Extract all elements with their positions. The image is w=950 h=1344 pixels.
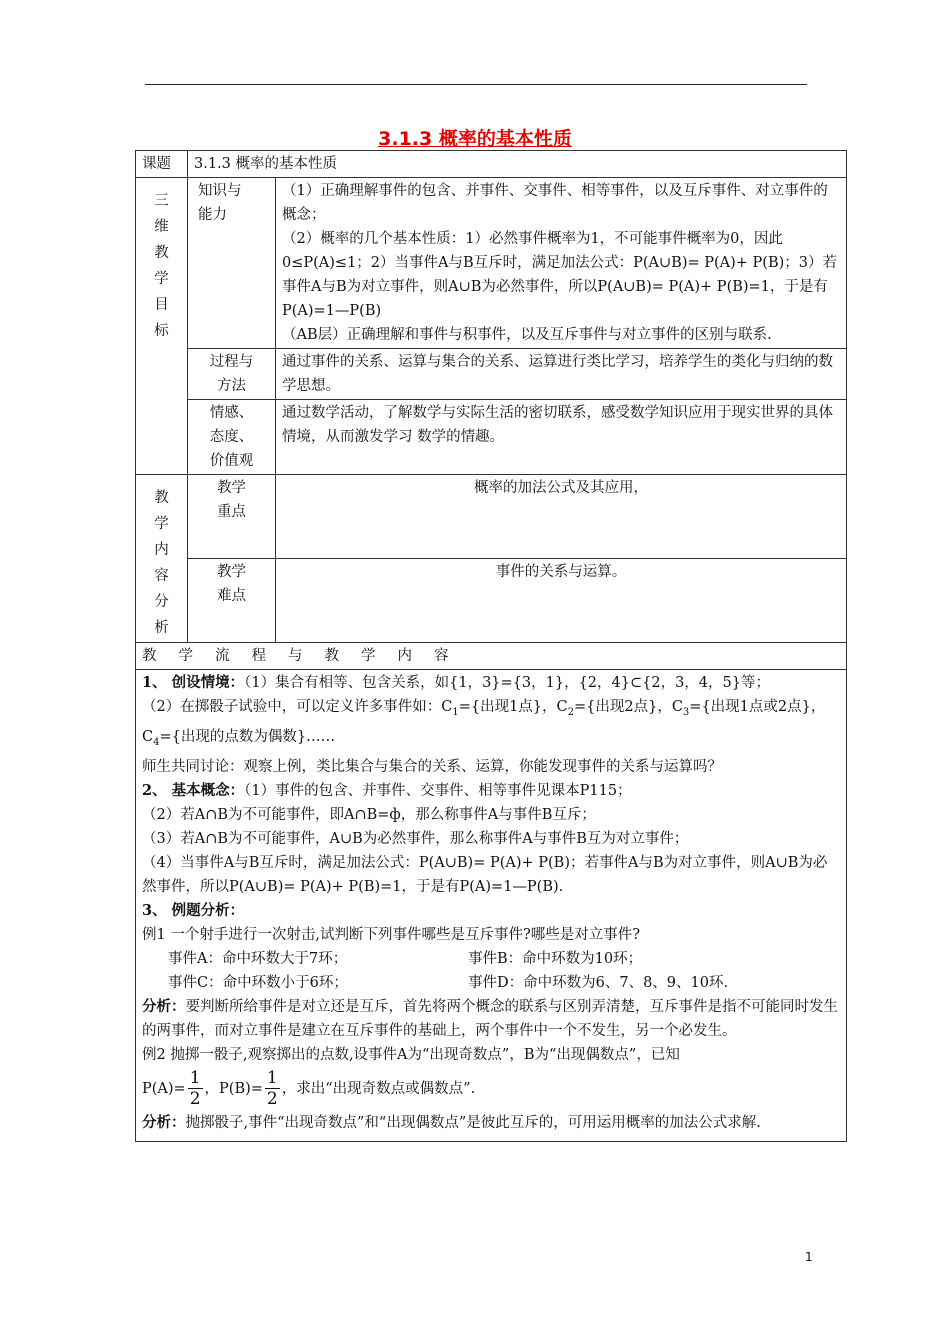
topic-label: 课题: [136, 151, 188, 178]
objective-content: 通过事件的关系、运算与集合的关系、运算进行类比学习，培养学生的类化与归纳的数学思想。: [276, 349, 847, 400]
example-2: 例2 抛掷一骰子,观察掷出的点数,设事件A为“出现奇数点”，B为“出现偶数点”，已知: [142, 1046, 680, 1063]
flow-content: [136, 670, 847, 1142]
objective-row-attitude: [136, 400, 847, 475]
event-b: 事件B：命中环数为10环；: [468, 950, 643, 967]
topic-row: [136, 151, 847, 178]
flow-header-row: [136, 643, 847, 670]
analysis-label: 教学 难点: [188, 559, 276, 643]
objective-row-knowledge: [136, 178, 847, 349]
lesson-plan-table: [135, 150, 847, 1142]
document-title: 3.1.3 概率的基本性质: [378, 128, 572, 150]
analysis-group-label: 教 学 内 容 分 析: [136, 475, 188, 643]
event-d: 事件D：命中环数为6、7、8、9、10环.: [468, 974, 729, 991]
objective-label: 知识与 能力: [188, 178, 276, 349]
header-rule: [145, 84, 807, 85]
section-2-line-2: （2）若A∩B为不可能事件，即A∩B=ф，那么称事件A与事件B互斥；: [142, 806, 596, 823]
event-a: 事件A：命中环数大于7环；: [168, 950, 348, 967]
event-c: 事件C：命中环数小于6环；: [168, 974, 348, 991]
objectives-group-label: 三 维 教 学 目 标: [136, 178, 188, 475]
fraction-pa: $\frac{1}{2}$: [189, 1068, 201, 1110]
analysis-value: 事件的关系与运算。: [276, 559, 847, 643]
analysis-row-difficulty: [136, 559, 847, 643]
analysis-2: 分析：抛掷骰子,事件“出现奇数点”和“出现偶数点”是彼此互斥的，可用运用概率的加法公式求解.: [142, 1113, 761, 1131]
section-2-line-3: （3）若A∩B为不可能事件，A∪B为必然事件，那么称事件A与事件B互为对立事件；: [142, 830, 689, 847]
objective-row-process: [136, 349, 847, 400]
section-3-heading: 3、 例题分析：: [142, 901, 245, 919]
events-row-1: [142, 947, 840, 971]
example-2-formula: P(A)= $\frac{1}{2}$ ，P(B)= $\frac{1}{2}$ ，求出“出现奇数点或偶数点”.: [142, 1068, 476, 1110]
objective-content: （1）正确理解事件的包含、并事件、交事件、相等事件，以及互斥事件、对立事件的概念； （2）概率的几个基本性质：1）必然事件概率为1，不可能事件概率为0，因此0≤P(A)≤1；2）当事件A与B互斥时，满足加法公式：P(A∪B)= P(A)+ P(B)；3）若事件A与B为对立事件，则A∪B为必然事件，所以P(A∪B)= P(A)+ P(B)=1，于是有P(A)=1—P(B) （AB层）正确理解和事件与积事件，以及互斥事件与对立事件的区别与联系.: [276, 178, 847, 349]
page-number: 1: [805, 1250, 813, 1264]
analysis-label: 教学 重点: [188, 475, 276, 559]
topic-value: 3.1.3 概率的基本性质: [188, 151, 847, 178]
events-row-2: [142, 971, 840, 995]
section-1-line-3: 师生共同讨论：观察上例，类比集合与集合的关系、运算，你能发现事件的关系与运算吗？: [142, 758, 722, 775]
section-2-line-1: 2、 基本概念：（1）事件的包含、并事件、交事件、相等事件见课本P115；: [142, 781, 632, 799]
objective-label: 过程与 方法: [188, 349, 276, 400]
objective-label: 情感、 态度、 价值观: [188, 400, 276, 475]
section-2-line-4: （4）当事件A与B互斥时，满足加法公式：P(A∪B)= P(A)+ P(B)；若事件A与B为对立事件，则A∪B为必然事件，所以P(A∪B)= P(A)+ P(B)=1，于是有P(A)=1—P(B).: [142, 854, 828, 895]
section-1-line-1: 1、 创设情境：（1）集合有相等、包含关系，如{1，3}={3，1}，{2，4}⊂{2，3，4，5}等；: [142, 674, 770, 691]
flow-content-row: [136, 670, 847, 1142]
example-1: 例1 一个射手进行一次射击,试判断下列事件哪些是互斥事件?哪些是对立事件?: [142, 926, 640, 943]
analysis-row-key: [136, 475, 847, 559]
analysis-1: 分析：要判断所给事件是对立还是互斥，首先将两个概念的联系与区别弄清楚，互斥事件是指不可能同时发生的两事件，而对立事件是建立在互斥事件的基础上，两个事件中一个不发生，另一个必发生。: [142, 997, 838, 1039]
objective-content: 通过数学活动，了解数学与实际生活的密切联系，感受数学知识应用于现实世界的具体情境，从而激发学习 数学的情趣。: [276, 400, 847, 475]
section-1-line-2: （2）在掷骰子试验中，可以定义许多事件如：$C_1=${出现1点}，$C_2=${出现2点}，$C_3=${出现1点或2点}，$C_4=${出现的点数为偶数}……: [142, 699, 826, 748]
flow-header: 教学流程与教学内容: [136, 643, 847, 670]
fraction-pb: $\frac{1}{2}$: [266, 1068, 278, 1110]
analysis-value: 概率的加法公式及其应用，: [276, 475, 847, 559]
